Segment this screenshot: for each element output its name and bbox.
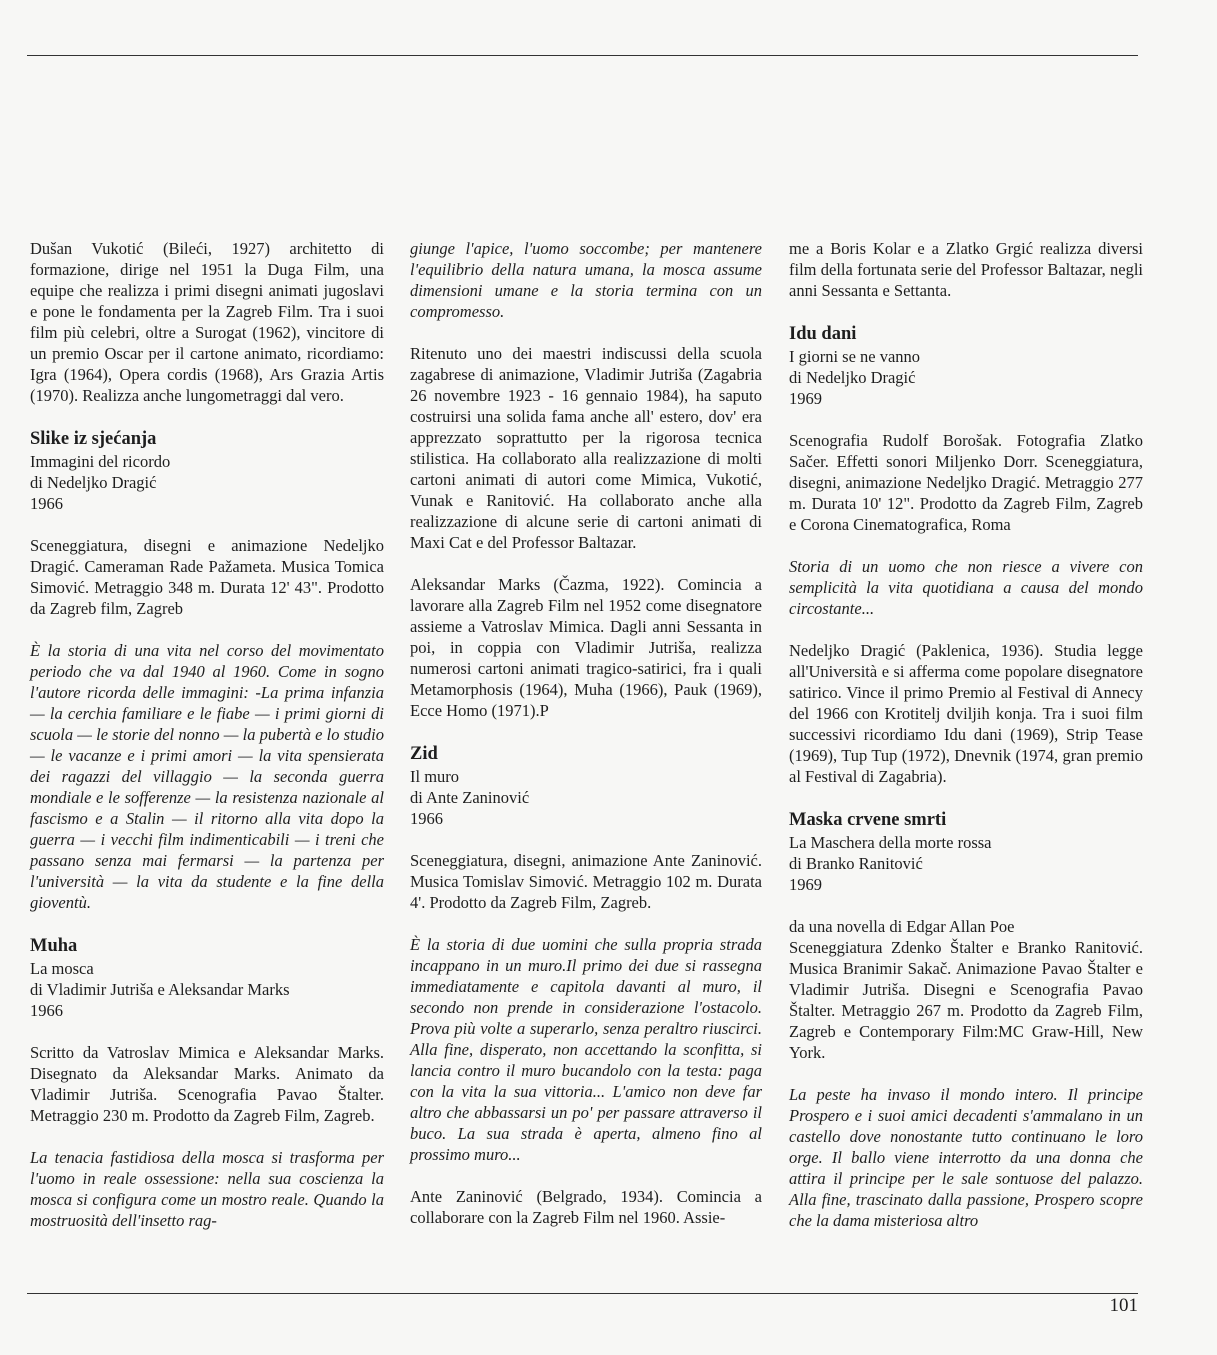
film-synopsis: Storia di un uomo che non riesce a vivere con semplicità la vita quotidiana a causa del mondo circostante...	[789, 557, 1143, 618]
film-author: di Ante Zaninović	[410, 788, 530, 807]
film-header-slike	[30, 427, 384, 514]
film-title: Muha	[30, 936, 78, 956]
film-year: 1966	[30, 494, 63, 513]
film-year: 1969	[789, 875, 822, 894]
bottom-rule	[27, 1293, 1138, 1294]
film-header-maska	[789, 808, 1143, 895]
bio-dragic: Nedeljko Dragić (Paklenica, 1936). Studia legge all'Università e si afferma come popolare disegnatore satirico. Vince il primo Premio al Festival di Annecy del 1966 con Krotitelj dviljih konja. Tra i suoi film successivi ricordiamo Idu dani (1969), Strip Tease (1969), Tup Tup (1972), Dnevnik (1974, gran premio al Festival di Zagabria).	[789, 641, 1143, 786]
film-author: di Vladimir Jutriša e Aleksandar Marks	[30, 980, 290, 999]
film-synopsis: È la storia di una vita nel corso del movimentato periodo che va dal 1940 al 1960. Come in sogno l'autore ricorda delle immagini: -La prima infanzia — la cerchia familiare e le fiabe — i primi giorni di scuola — le storie del nonno — la pubertà e lo studio — le vacanze e i primi amori — la vita spensierata dei ragazzi del villaggio — la seconda guerra mondiale e le sofferenze — la resistenza nazionale al fascismo e a Stalin — il ritorno alla vita dopo la guerra — i vecchi film indimenticabili — i treni che passano senza mai fermarsi — la partenza per l'università — la vita da studente e la fine della gioventù.	[30, 641, 384, 912]
film-credits: Sceneggiatura Zdenko Štalter e Branko Ranitović. Musica Branimir Sakač. Animazione Pavao Štalter e Vladimir Jutriša. Disegni e Scenografia Pavao Štalter. Metraggio 267 m. Prodotto da Zagreb Film, Zagreb e Contemporary Film:MC Graw-Hill, New York.	[789, 938, 1143, 1062]
film-credits: Sceneggiatura, disegni, animazione Ante Zaninović. Musica Tomislav Simović. Metraggio 102 m. Durata 4'. Prodotto da Zagreb Film, Zagreb.	[410, 851, 762, 912]
top-rule	[27, 55, 1138, 56]
film-author: di Branko Ranitović	[789, 854, 923, 873]
film-year: 1966	[30, 1001, 63, 1020]
film-header-zid	[410, 742, 762, 829]
bio-zaninovic: Ante Zaninović (Belgrado, 1934). Comincia a collaborare con la Zagreb Film nel 1960. Assie-	[410, 1187, 762, 1227]
column-2	[410, 238, 762, 1249]
film-header-muha	[30, 934, 384, 1021]
column-1	[30, 238, 384, 1252]
column-3	[789, 238, 1143, 1252]
film-subtitle: Il muro	[410, 767, 460, 786]
film-subtitle: Immagini del ricordo	[30, 452, 171, 471]
film-title: Zid	[410, 744, 438, 764]
film-credits: Scenografia Rudolf Borošak. Fotografia Zlatko Sačer. Effetti sonori Miljenko Dorr. Sceneggiatura, disegni, animazione Nedeljko Dragić. Metraggio 277 m. Durata 10' 12". Prodotto da Zagreb Film, Zagreb e Corona Cinematografica, Roma	[789, 431, 1143, 534]
film-title: Maska crvene smrti	[789, 810, 947, 830]
film-credits: Scritto da Vatroslav Mimica e Aleksandar Marks. Disegnato da Aleksandar Marks. Animato da Vladimir Jutriša. Scenografia Pavao Štalter. Metraggio 230 m. Prodotto da Zagreb Film, Zagreb.	[30, 1043, 384, 1125]
film-subtitle: La mosca	[30, 959, 94, 978]
film-source: da una novella di Edgar Allan Poe	[789, 917, 1015, 936]
film-subtitle: I giorni se ne vanno	[789, 347, 921, 366]
film-year: 1966	[410, 809, 443, 828]
film-subtitle: La Maschera della morte rossa	[789, 833, 992, 852]
bio-vukotic: Dušan Vukotić (Bileći, 1927) architetto di formazione, dirige nel 1951 la Duga Film, una equipe che realizza i primi disegni animati jugoslavi e pone le fondamenta per la Zagreb Film. Tra i suoi film più celebri, oltre a Surogat (1962), vincitore di un premio Oscar per il cartone animato, ricordiamo: Igra (1964), Opera cordis (1968), Ars Grazia Artis (1970). Realizza anche lungometraggi dal vero.	[30, 239, 384, 405]
film-synopsis: La peste ha invaso il mondo intero. Il principe Prospero e i suoi amici decadenti s'ammalano in un castello dove nonostante tutto continuano le loro orge. Il ballo viene interrotto da una donna che attira il principe per le sale sontuose del palazzo. Alla fine, trascinato dalla passione, Prospero scopre che la dama misteriosa altro	[789, 1085, 1143, 1230]
film-synopsis: È la storia di due uomini che sulla propria strada incappano in un muro.Il primo dei due si rassegna immediatamente e capitola davanti al muro, il secondo non prende in considerazione l'ostacolo. Prova più volte a superarlo, senza peraltro riuscirci. Alla fine, disperato, non accettando la sconfitta, si lancia contro il muro bucandolo con la testa: paga con la vita la sua vittoria... L'amico non deve far altro che abbassarsi un po' per passare attraverso il buco. La sua strada è aperta, almeno fino al prossimo muro...	[410, 935, 762, 1164]
film-synopsis-continued: giunge l'apice, l'uomo soccombe; per mantenere l'equilibrio della natura umana, la mosca assume dimensioni umane e la storia termina con un compromesso.	[410, 239, 762, 321]
film-author: di Nedeljko Dragić	[789, 368, 916, 387]
bio-marks: Aleksandar Marks (Čazma, 1922). Comincia a lavorare alla Zagreb Film nel 1952 come disegnatore assieme a Vatroslav Mimica. Dagli anni Sessanta in poi, in coppia con Vladimir Jutriša, realizza numerosi cartoni animati tragico-satirici, fra i quali Metamorphosis (1964), Muha (1966), Pauk (1969), Ecce Homo (1971).P	[410, 575, 762, 720]
film-title: Idu dani	[789, 324, 857, 344]
bio-jutrisa: Ritenuto uno dei maestri indiscussi della scuola zagabrese di animazione, Vladimir Jutriša (Zagabria 26 novembre 1923 - 16 gennaio 1984), ha saputo costruirsi una solida fama anche all' estero, dov' era apprezzato soprattutto per la rigorosa tecnica stilistica. Ha collaborato alla realizzazione di molti cartoni animati di autori come Mimica, Vukotić, Vunak e Ranitović. Ha collaborato anche alla realizzazione di alcune serie di cartoni animati di Maxi Cat e del Professor Baltazar.	[410, 344, 762, 552]
film-year: 1969	[789, 389, 822, 408]
page-number: 101	[1109, 1295, 1138, 1316]
film-author: di Nedeljko Dragić	[30, 473, 157, 492]
film-synopsis: La tenacia fastidiosa della mosca si trasforma per l'uomo in reale ossessione: nella sua coscienza la mosca si configura come un mostro reale. Quando la mostruosità dell'insetto rag-	[30, 1148, 384, 1230]
film-title: Slike iz sjećanja	[30, 429, 157, 449]
bio-zaninovic-continued: me a Boris Kolar e a Zlatko Grgić realizza diversi film della fortunata serie del Professor Baltazar, negli anni Sessanta e Settanta.	[789, 239, 1143, 300]
film-credits: Sceneggiatura, disegni e animazione Nedeljko Dragić. Cameraman Rade Pažameta. Musica Tomica Simović. Metraggio 348 m. Durata 12' 43". Prodotto da Zagreb film, Zagreb	[30, 536, 384, 618]
film-header-idu-dani	[789, 322, 1143, 409]
